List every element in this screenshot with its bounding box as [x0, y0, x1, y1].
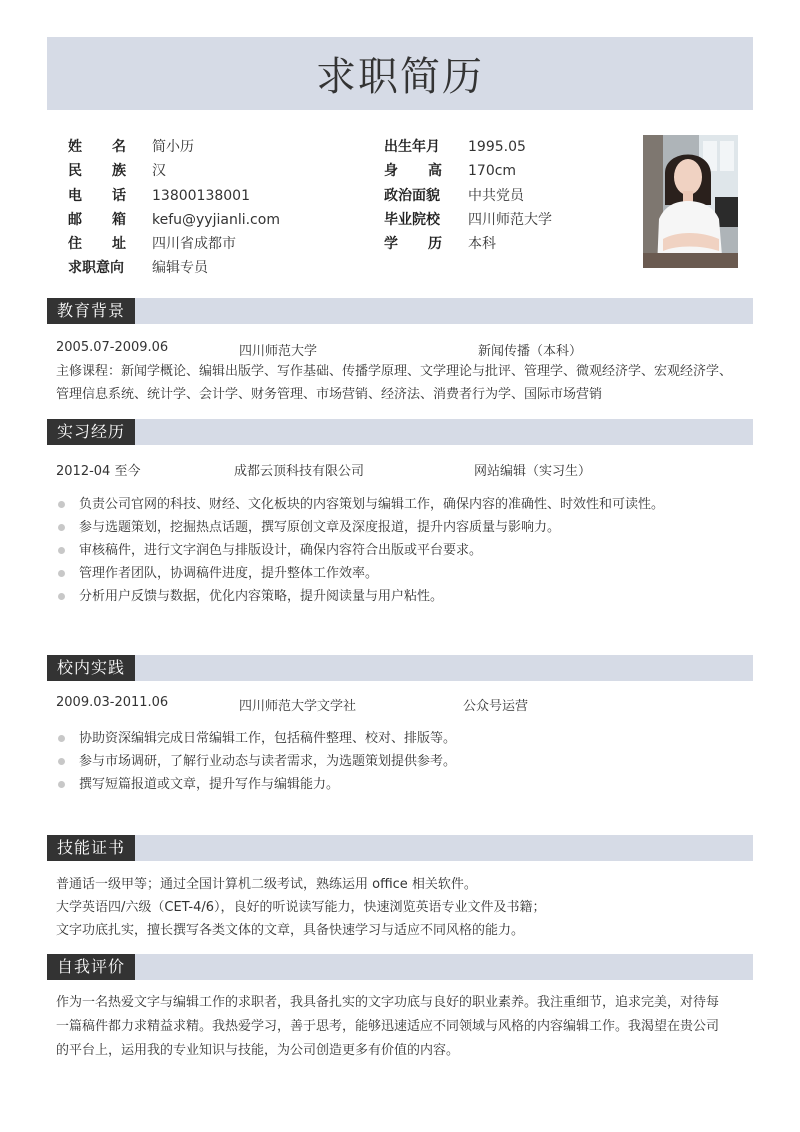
campus-org: 四川师范大学文学社: [239, 699, 357, 714]
section-education: [47, 298, 753, 324]
info-value-phone: 13800138001: [152, 187, 250, 204]
internship-company: 成都云顶科技有限公司: [234, 464, 365, 479]
info-row-objective: [68, 256, 280, 280]
self-evaluation-line: 的平台上，运用我的专业知识与技能，为公司创造更多有价值的内容。: [56, 1043, 460, 1058]
info-row-phone: [68, 184, 280, 208]
section-campus-heading: 校内实践: [47, 655, 135, 681]
skills-line: 大学英语四/六级（CET-4/6），良好的听说读写能力，快速浏览英语专业文件及书籍；: [56, 900, 546, 915]
info-value-degree: 本科: [468, 236, 496, 253]
info-value-height: 170cm: [468, 163, 517, 180]
section-self-evaluation: [47, 954, 753, 980]
info-value-political: 中共党员: [468, 187, 524, 204]
info-value-email: kefu@yyjianli.com: [152, 211, 280, 228]
section-internship: [47, 419, 753, 445]
info-value-ethnicity: 汉: [152, 163, 166, 180]
info-label: 政治面貌: [384, 187, 440, 204]
info-row-name: [68, 135, 280, 159]
info-value-address: 四川省成都市: [152, 236, 236, 253]
basic-info-left: [68, 135, 280, 281]
info-row-email: [68, 208, 280, 232]
list-item: 管理作者团队，协调稿件进度，提升整体工作效率。: [56, 562, 664, 585]
internship-duties: [56, 493, 664, 608]
section-education-heading: 教育背景: [47, 298, 135, 324]
info-row-degree: [384, 232, 552, 256]
skills-line: 文字功底扎实，擅长撰写各类文体的文章，具备快速学习与适应不同风格的能力。: [56, 923, 525, 938]
profile-photo: [643, 135, 738, 268]
info-label: 姓 名: [68, 139, 126, 155]
list-item: 分析用户反馈与数据，优化内容策略，提升阅读量与用户粘性。: [56, 585, 664, 608]
self-evaluation-content: [56, 991, 746, 1063]
self-evaluation-line: 一篇稿件都力求精益求精。我热爱学习，善于思考，能够迅速适应不同领域与风格的内容编辑工作。我渴望在贵公司: [56, 1019, 720, 1034]
list-item: 协助资深编辑完成日常编辑工作，包括稿件整理、校对、排版等。: [56, 727, 456, 750]
self-evaluation-line: 作为一名热爱文字与编辑工作的求职者，我具备扎实的文字功底与良好的职业素养。我注重细节，追求完美，对待每: [56, 995, 720, 1010]
education-school: 四川师范大学: [239, 344, 318, 359]
info-label: 身 高: [384, 163, 442, 180]
resume-title-banner: [47, 37, 753, 110]
section-skills-heading: 技能证书: [47, 835, 135, 861]
info-row-address: [68, 232, 280, 256]
basic-info-right: [384, 135, 552, 256]
info-row-height: [384, 159, 552, 183]
info-label: 毕业院校: [384, 211, 440, 228]
list-item: 审核稿件，进行文字润色与排版设计，确保内容符合出版或平台要求。: [56, 539, 664, 562]
section-skills: [47, 835, 753, 861]
info-row-birth: [384, 135, 552, 159]
campus-duties: [56, 727, 456, 796]
skills-line: 普通话一级甲等；通过全国计算机二级考试，熟练运用 office 相关软件。: [56, 877, 477, 892]
info-label: 出生年月: [384, 139, 440, 155]
education-courses: [56, 360, 746, 406]
info-row-school: [384, 208, 552, 232]
list-item: 负责公司官网的科技、财经、文化板块的内容策划与编辑工作，确保内容的准确性、时效性和可读性。: [56, 493, 664, 516]
campus-role: 公众号运营: [463, 699, 529, 714]
info-label: 民 族: [68, 163, 126, 180]
info-row-political: [384, 184, 552, 208]
info-value-objective: 编辑专员: [152, 260, 208, 277]
info-label: 邮 箱: [68, 211, 126, 228]
list-item: 参与市场调研，了解行业动态与读者需求，为选题策划提供参考。: [56, 750, 456, 773]
info-row-ethnicity: [68, 159, 280, 183]
education-period: 2005.07-2009.06: [56, 340, 169, 355]
internship-role: 网站编辑（实习生）: [474, 464, 592, 479]
profile-photo-illustration: [643, 135, 738, 268]
section-internship-heading: 实习经历: [47, 419, 135, 445]
info-value-name: 简小历: [152, 139, 194, 155]
list-item: 参与选题策划，挖掘热点话题，撰写原创文章及深度报道，提升内容质量与影响力。: [56, 516, 664, 539]
info-value-birth: 1995.05: [468, 139, 526, 155]
info-label: 电 话: [68, 187, 126, 204]
info-label: 住 址: [68, 236, 126, 253]
education-major: 新闻传播（本科）: [478, 344, 583, 359]
list-item: 撰写短篇报道或文章，提升写作与编辑能力。: [56, 773, 456, 796]
skills-content: [56, 873, 746, 942]
section-self-evaluation-heading: 自我评价: [47, 954, 135, 980]
section-campus: [47, 655, 753, 681]
education-courses-line: 主修课程：新闻学概论、编辑出版学、写作基础、传播学原理、文学理论与批评、管理学、微观经济学、宏观经济学、: [56, 364, 733, 379]
info-label: 学 历: [384, 236, 442, 253]
internship-period: 2012-04 至今: [56, 464, 141, 479]
info-label: 求职意向: [68, 260, 124, 277]
resume-title: 求职简历: [316, 54, 484, 100]
campus-period: 2009.03-2011.06: [56, 695, 169, 710]
info-value-school: 四川师范大学: [468, 211, 552, 228]
education-courses-line: 管理信息系统、统计学、会计学、财务管理、市场营销、经济法、消费者行为学、国际市场营销: [56, 387, 603, 402]
